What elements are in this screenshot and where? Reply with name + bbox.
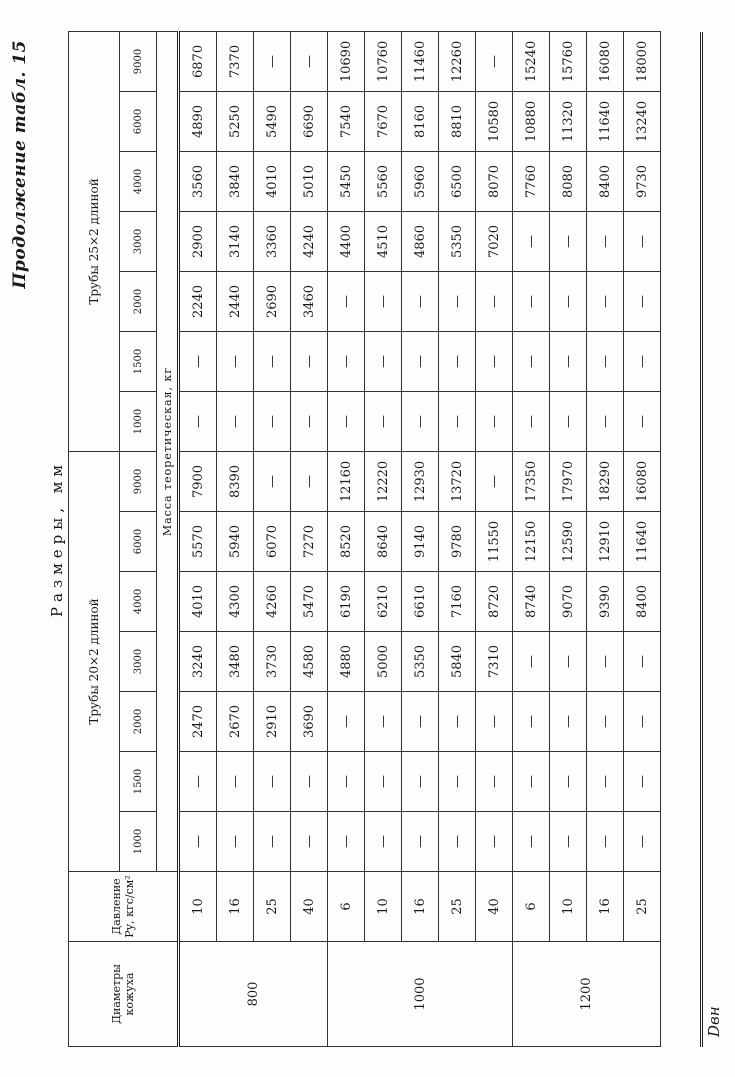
mass-cell: 10760 — [365, 31, 402, 91]
mass-cell: — — [328, 752, 365, 812]
mass-cell: — — [217, 812, 254, 872]
mass-cell: 10880 — [513, 91, 550, 151]
mass-cell: 18290 — [587, 451, 624, 511]
pressure-cell: 16 — [402, 872, 439, 942]
mass-cell: 6500 — [439, 151, 476, 211]
table-row — [513, 31, 550, 1046]
mass-cell: — — [587, 211, 624, 271]
mass-cell: — — [328, 391, 365, 451]
mass-cell: — — [254, 812, 291, 872]
mass-cell: 2470 — [179, 692, 217, 752]
mass-cell: — — [587, 632, 624, 692]
mass-cell: 3360 — [254, 211, 291, 271]
mass-cell: 8070 — [476, 151, 513, 211]
pressure-cell: 16 — [217, 872, 254, 942]
mass-cell: — — [587, 692, 624, 752]
mass-cell: — — [291, 812, 328, 872]
mass-cell: 4580 — [291, 632, 328, 692]
mass-cell: 8720 — [476, 572, 513, 632]
mass-cell: — — [476, 812, 513, 872]
group-20-header: Трубы 20×2 длиной — [69, 451, 120, 871]
diameter-cell: 1000 — [328, 942, 513, 1047]
length-header-cell: 6000 — [120, 512, 157, 572]
pressure-cell: 25 — [624, 872, 661, 942]
mass-cell: — — [624, 632, 661, 692]
mass-cell: — — [254, 331, 291, 391]
table-row — [179, 31, 217, 1046]
mass-cell: 8520 — [328, 512, 365, 572]
caption-bar — [8, 0, 38, 1077]
mass-cell: — — [513, 391, 550, 451]
mass-cell: 8400 — [624, 572, 661, 632]
mass-cell: 8740 — [513, 572, 550, 632]
mass-cell: 8640 — [365, 512, 402, 572]
mass-cell: 5560 — [365, 151, 402, 211]
table-row — [550, 31, 587, 1046]
mass-table — [68, 31, 661, 1047]
mass-cell: 9730 — [624, 151, 661, 211]
mass-cell: 11460 — [402, 31, 439, 91]
table-row — [328, 31, 365, 1046]
mass-cell: 7370 — [217, 31, 254, 91]
mass-cell: 6610 — [402, 572, 439, 632]
mass-cell: — — [254, 752, 291, 812]
group-25-header: Трубы 25×2 длиной — [69, 31, 120, 451]
mass-cell: — — [291, 752, 328, 812]
mass-cell: — — [476, 752, 513, 812]
mass-cell: 4010 — [254, 151, 291, 211]
mass-cell: 11550 — [476, 512, 513, 572]
mass-cell: 16080 — [587, 31, 624, 91]
pressure-cell: 40 — [476, 872, 513, 942]
bottom-double-rule — [700, 32, 703, 1047]
mass-cell: — — [402, 271, 439, 331]
table-row — [439, 31, 476, 1046]
mass-cell: — — [587, 271, 624, 331]
table-row — [254, 31, 291, 1046]
mass-cell: 10580 — [476, 91, 513, 151]
mass-cell: 4240 — [291, 211, 328, 271]
table-row — [587, 31, 624, 1046]
header-row-groups — [69, 31, 120, 1046]
mass-cell: 15760 — [550, 31, 587, 91]
mass-cell: — — [550, 812, 587, 872]
pressure-cell: 25 — [254, 872, 291, 942]
mass-cell: — — [513, 692, 550, 752]
length-header-cell: 9000 — [120, 31, 157, 91]
mass-cell: 2690 — [254, 271, 291, 331]
mass-cell: 4880 — [328, 632, 365, 692]
mass-cell: 7310 — [476, 632, 513, 692]
mass-cell: — — [254, 31, 291, 91]
mass-cell: 2670 — [217, 692, 254, 752]
pressure-cell: 40 — [291, 872, 328, 942]
table-row — [402, 31, 439, 1046]
table-row — [476, 31, 513, 1046]
mass-cell: — — [550, 331, 587, 391]
mass-cell: — — [550, 752, 587, 812]
mass-cell: 8390 — [217, 451, 254, 511]
mass-cell: — — [365, 812, 402, 872]
mass-cell: 12150 — [513, 512, 550, 572]
mass-cell: — — [587, 752, 624, 812]
mass-cell: 7270 — [291, 512, 328, 572]
mass-cell: — — [439, 271, 476, 331]
mass-cell: 9390 — [587, 572, 624, 632]
mass-cell: 12260 — [439, 31, 476, 91]
mass-cell: 5450 — [328, 151, 365, 211]
mass-cell: 3690 — [291, 692, 328, 752]
mass-cell: 6190 — [328, 572, 365, 632]
mass-cell: — — [513, 752, 550, 812]
mass-cell: 5350 — [439, 211, 476, 271]
diameter-cell: 800 — [179, 942, 328, 1047]
mass-header: Масса теоретическая, кг — [157, 31, 179, 871]
mass-cell: 5570 — [179, 512, 217, 572]
mass-cell: 8810 — [439, 91, 476, 151]
pressure-cell: 6 — [328, 872, 365, 942]
mass-cell: 5470 — [291, 572, 328, 632]
length-header-cell: 1000 — [120, 391, 157, 451]
length-header-cell: 3000 — [120, 211, 157, 271]
dimensions-label: Размеры, мм — [48, 459, 66, 618]
mass-cell: 4260 — [254, 572, 291, 632]
mass-cell: — — [513, 812, 550, 872]
mass-cell: 9140 — [402, 512, 439, 572]
pressure-header: Давление Pу, кгс/см² — [69, 872, 179, 942]
mass-cell: — — [402, 391, 439, 451]
mass-cell: 11320 — [550, 91, 587, 151]
mass-cell: 2240 — [179, 271, 217, 331]
mass-cell: 4010 — [179, 572, 217, 632]
mass-cell: — — [439, 692, 476, 752]
table-row — [365, 31, 402, 1046]
mass-cell: 5250 — [217, 91, 254, 151]
length-header-cell: 6000 — [120, 91, 157, 151]
mass-cell: 3460 — [291, 271, 328, 331]
mass-cell: 6070 — [254, 512, 291, 572]
table-row — [217, 31, 254, 1046]
mass-cell: 4890 — [179, 91, 217, 151]
pressure-cell: 10 — [365, 872, 402, 942]
mass-cell: — — [439, 391, 476, 451]
pressure-cell: 6 — [513, 872, 550, 942]
mass-cell: — — [587, 331, 624, 391]
mass-cell: — — [439, 752, 476, 812]
mass-cell: — — [365, 331, 402, 391]
length-header-cell: 4000 — [120, 151, 157, 211]
mass-cell: 6690 — [291, 91, 328, 151]
mass-cell: — — [513, 632, 550, 692]
length-header-cell: 4000 — [120, 572, 157, 632]
mass-cell: — — [624, 331, 661, 391]
mass-cell: — — [291, 391, 328, 451]
mass-cell: 2910 — [254, 692, 291, 752]
mass-cell: 7540 — [328, 91, 365, 151]
mass-cell: — — [179, 812, 217, 872]
mass-cell: — — [217, 752, 254, 812]
mass-cell: 4300 — [217, 572, 254, 632]
mass-cell: — — [550, 271, 587, 331]
mass-cell: — — [328, 271, 365, 331]
mass-cell: 8080 — [550, 151, 587, 211]
mass-cell: 11640 — [624, 512, 661, 572]
mass-cell: — — [365, 692, 402, 752]
mass-cell: — — [476, 451, 513, 511]
pressure-cell: 25 — [439, 872, 476, 942]
length-header-cell: 2000 — [120, 692, 157, 752]
mass-cell: 5940 — [217, 512, 254, 572]
mass-cell: 12590 — [550, 512, 587, 572]
mass-cell: — — [624, 752, 661, 812]
mass-cell: 3140 — [217, 211, 254, 271]
mass-cell: — — [328, 331, 365, 391]
mass-cell: 7670 — [365, 91, 402, 151]
table-row — [291, 31, 328, 1046]
mass-cell: — — [328, 692, 365, 752]
mass-cell: 5010 — [291, 151, 328, 211]
mass-cell: — — [476, 31, 513, 91]
mass-cell: 3480 — [217, 632, 254, 692]
mass-cell: — — [439, 812, 476, 872]
mass-cell: — — [365, 752, 402, 812]
mass-cell: — — [217, 391, 254, 451]
mass-cell: 12160 — [328, 451, 365, 511]
mass-cell: — — [624, 812, 661, 872]
mass-cell: 2900 — [179, 211, 217, 271]
mass-cell: — — [624, 211, 661, 271]
mass-cell: 17350 — [513, 451, 550, 511]
mass-cell: 5960 — [402, 151, 439, 211]
mass-cell: — — [439, 331, 476, 391]
table-header — [69, 31, 179, 1046]
length-header-cell: 3000 — [120, 632, 157, 692]
mass-cell: — — [402, 812, 439, 872]
mass-cell: 3560 — [179, 151, 217, 211]
mass-cell: 6210 — [365, 572, 402, 632]
mass-cell: — — [476, 271, 513, 331]
mass-cell: — — [365, 391, 402, 451]
diameter-header: Диаметры кожуха — [69, 942, 179, 1047]
mass-cell: — — [254, 391, 291, 451]
mass-cell: 3730 — [254, 632, 291, 692]
mass-cell: — — [476, 331, 513, 391]
mass-cell: 12220 — [365, 451, 402, 511]
mass-cell: 4510 — [365, 211, 402, 271]
mass-cell: 12930 — [402, 451, 439, 511]
mass-cell: 5490 — [254, 91, 291, 151]
table-body — [179, 31, 661, 1046]
mass-cell: — — [179, 391, 217, 451]
mass-cell: — — [254, 451, 291, 511]
length-header-cell: 1000 — [120, 812, 157, 872]
mass-cell: — — [550, 632, 587, 692]
mass-cell: 6870 — [179, 31, 217, 91]
mass-cell: — — [476, 692, 513, 752]
mass-cell: — — [513, 211, 550, 271]
length-header-cell: 9000 — [120, 451, 157, 511]
mass-cell: — — [291, 31, 328, 91]
mass-cell: 7760 — [513, 151, 550, 211]
length-header-cell: 1500 — [120, 752, 157, 812]
mass-cell: 18000 — [624, 31, 661, 91]
mass-cell: — — [587, 391, 624, 451]
mass-cell: 13720 — [439, 451, 476, 511]
mass-cell: — — [550, 211, 587, 271]
table-row — [624, 31, 661, 1046]
mass-cell: 2440 — [217, 271, 254, 331]
mass-cell: — — [624, 692, 661, 752]
mass-cell: 7020 — [476, 211, 513, 271]
mass-cell: — — [550, 391, 587, 451]
mass-cell: 8160 — [402, 91, 439, 151]
mass-cell: 9070 — [550, 572, 587, 632]
length-header-cell: 2000 — [120, 271, 157, 331]
mass-cell: 11640 — [587, 91, 624, 151]
mass-cell: 4400 — [328, 211, 365, 271]
mass-cell: — — [328, 812, 365, 872]
mass-cell: — — [365, 271, 402, 331]
mass-cell: — — [624, 271, 661, 331]
mass-cell: 3840 — [217, 151, 254, 211]
mass-cell: — — [587, 812, 624, 872]
mass-cell: 17970 — [550, 451, 587, 511]
pressure-cell: 10 — [550, 872, 587, 942]
mass-cell: — — [513, 331, 550, 391]
mass-cell: 4860 — [402, 211, 439, 271]
mass-cell: — — [179, 752, 217, 812]
mass-cell: — — [402, 331, 439, 391]
mass-cell: 8400 — [587, 151, 624, 211]
mass-cell: 3240 — [179, 632, 217, 692]
mass-cell: 5350 — [402, 632, 439, 692]
mass-cell: — — [513, 271, 550, 331]
mass-cell: — — [550, 692, 587, 752]
pressure-cell: 16 — [587, 872, 624, 942]
inner-diameter-label: Dвн — [705, 1006, 723, 1037]
mass-cell: — — [179, 331, 217, 391]
mass-cell: — — [291, 451, 328, 511]
mass-cell: 12910 — [587, 512, 624, 572]
table-continuation-title: Продолжение табл. 15 — [10, 40, 30, 289]
mass-cell: 7160 — [439, 572, 476, 632]
mass-cell: — — [291, 331, 328, 391]
mass-cell: 7900 — [179, 451, 217, 511]
mass-cell: 5000 — [365, 632, 402, 692]
mass-cell: 16080 — [624, 451, 661, 511]
mass-cell: — — [217, 331, 254, 391]
mass-cell: 5840 — [439, 632, 476, 692]
mass-cell: — — [624, 391, 661, 451]
pressure-cell: 10 — [179, 872, 217, 942]
mass-cell: 10690 — [328, 31, 365, 91]
mass-cell: — — [476, 391, 513, 451]
mass-cell: 9780 — [439, 512, 476, 572]
mass-cell: — — [402, 692, 439, 752]
diameter-cell: 1200 — [513, 942, 661, 1047]
mass-cell: — — [402, 752, 439, 812]
mass-cell: 13240 — [624, 91, 661, 151]
length-header-cell: 1500 — [120, 331, 157, 391]
mass-cell: 15240 — [513, 31, 550, 91]
